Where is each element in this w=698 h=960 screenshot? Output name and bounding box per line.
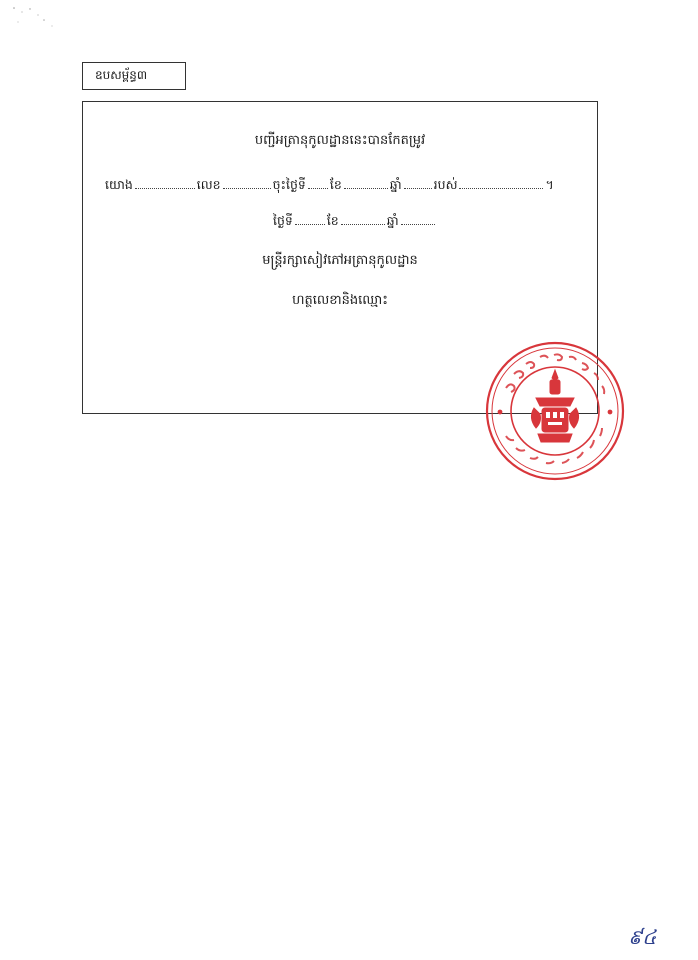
reference-line [105,176,554,196]
official-seal-icon [484,340,626,482]
date-day-label: ថ្ងៃទី [273,213,293,228]
day-blank [308,176,328,189]
owner-blank [459,176,543,189]
date-year-blank [401,212,435,225]
reference-of-label: របស់ [433,177,458,192]
date-year-label: ឆ្នាំ [386,213,399,228]
annex-label [82,62,186,90]
reference-year-label: ឆ្នាំ [389,177,402,192]
date-month-label: ខែ [326,213,339,228]
reference-blank [135,176,195,189]
year-blank [404,176,432,189]
scan-specks [0,0,80,40]
signature-label: ហត្ថលេខានិងឈ្មោះ [292,293,388,308]
month-blank [344,176,388,189]
reference-prefix: យោង [105,177,133,192]
date-day-blank [295,212,325,225]
reference-month-label: ខែ [329,177,342,192]
number-blank [223,176,271,189]
form-title: បញ្ជីអត្រានុកូលដ្ឋាននេះបានកែតម្រូវ [254,133,426,148]
annex-label-text: ឧបសម្ព័ន្ធ៣ [95,68,148,82]
reference-number-label: លេខ [196,177,221,192]
reference-end-mark: ។ [545,177,554,192]
date-line [273,212,437,232]
date-month-blank [341,212,385,225]
page-number: ៩៤ [628,925,657,949]
reference-dated-label: ចុះថ្ងៃទី [272,177,306,192]
officer-title: មន្ត្រីរក្សាសៀវភៅអត្រានុកូលដ្ឋាន [262,253,418,268]
